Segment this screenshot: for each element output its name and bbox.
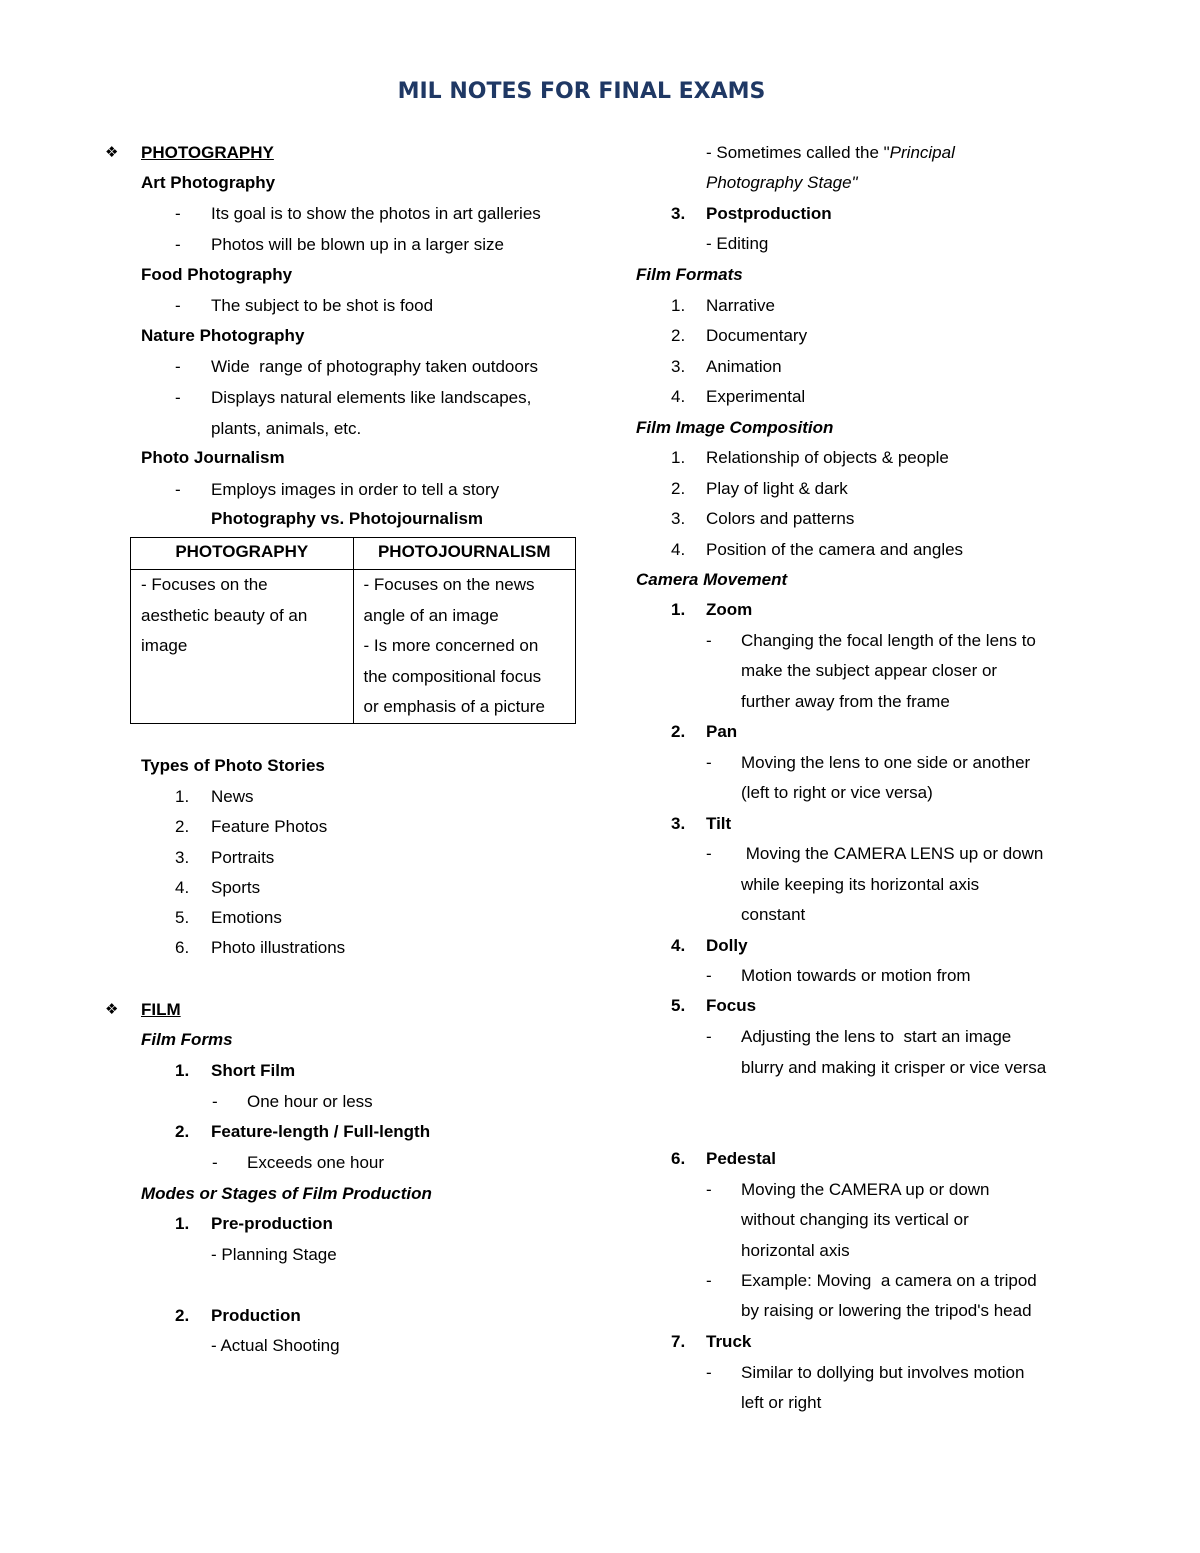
nature-item: Wide range of photography taken outdoors [211,357,538,376]
list-number: 3. [671,814,686,833]
table-header-photography: PHOTOGRAPHY [131,538,354,570]
photo-stories-heading: Types of Photo Stories [141,756,325,775]
list-item: Sports [211,878,261,897]
dash-bullet: - [706,753,712,772]
list-number: 1. [671,296,686,315]
dash-bullet: - [706,631,712,650]
movement-focus: Focus [706,996,757,1015]
table-cell-photojournalism [353,570,576,724]
list-number: 1. [175,1061,190,1080]
cell-line: - Focuses on the [141,575,268,594]
cell-line: or emphasis of a picture [363,697,545,716]
list-number: 1. [671,448,686,467]
dash-bullet: - [175,296,181,315]
movement-detail: without changing its vertical or [741,1210,969,1229]
list-item: Narrative [706,296,775,315]
film-formats-heading: Film Formats [636,265,743,284]
mode-postproduction: Postproduction [706,204,832,223]
list-item: Emotions [211,908,282,927]
modes-heading: Modes or Stages of Film Production [141,1184,432,1203]
diamond-bullet-icon: ❖ [105,1001,119,1018]
list-number: 2. [175,1122,190,1141]
comparison-table [130,537,576,724]
art-item: Photos will be blown up in a larger size [211,235,504,254]
dash-bullet: - [175,480,181,499]
list-number: 6. [671,1149,686,1168]
film-form-short: Short Film [211,1061,296,1080]
dash-bullet: - [175,235,181,254]
cell-line: - Is more concerned on [363,636,539,655]
photo-journalism-heading: Photo Journalism [141,448,285,467]
diamond-bullet-icon: ❖ [105,144,119,161]
film-form-detail: Exceeds one hour [247,1153,385,1172]
dash-bullet: - [175,204,181,223]
dash-bullet: - [706,1363,712,1382]
list-item: Photo illustrations [211,938,346,957]
dash-bullet: - [706,966,712,985]
movement-detail: by raising or lowering the tripod's head [741,1301,1032,1320]
list-number: 2. [671,479,686,498]
mode-detail: - Editing [706,234,769,253]
list-number: 5. [175,908,190,927]
list-item: Position of the camera and angles [706,540,964,559]
list-item: Documentary [706,326,808,345]
table-caption: Photography vs. Photojournalism [211,509,484,528]
dash-bullet: - [706,844,712,863]
mode-detail: - Planning Stage [211,1245,337,1264]
table-header-photojournalism: PHOTOJOURNALISM [353,538,576,570]
cell-line: angle of an image [363,605,499,625]
mode-preproduction: Pre-production [211,1214,333,1233]
movement-detail: while keeping its horizontal axis [741,875,980,894]
list-number: 6. [175,938,190,957]
table-cell-photography [131,570,354,724]
list-number: 3. [175,848,190,867]
list-number: 4. [175,878,190,897]
movement-zoom: Zoom [706,600,753,619]
mode-production: Production [211,1306,301,1325]
list-number: 4. [671,387,686,406]
movement-detail: make the subject appear closer or [741,661,998,680]
list-number: 3. [671,509,686,528]
list-item: Animation [706,357,782,376]
cell-line: - Focuses on the news [363,575,535,594]
page-title: MIL NOTES FOR FINAL EXAMS [397,79,766,104]
list-number: 4. [671,936,686,955]
movement-detail: further away from the frame [741,692,950,711]
table-row [131,570,576,724]
list-number: 4. [671,540,686,559]
principal-note [706,143,955,163]
principal-note-continued: Photography Stage" [706,173,858,192]
journalism-item: Employs images in order to tell a story [211,480,500,499]
dash-bullet: - [175,388,181,407]
list-item: News [211,787,254,806]
movement-pan: Pan [706,722,738,741]
list-item: Relationship of objects & people [706,448,949,467]
list-number: 3. [671,204,686,223]
movement-pedestal: Pedestal [706,1149,776,1168]
dash-bullet: - [212,1153,218,1172]
film-forms-heading: Film Forms [141,1030,233,1049]
composition-heading: Film Image Composition [636,418,834,437]
movement-truck: Truck [706,1332,752,1351]
movement-detail: blurry and making it crisper or vice versa [741,1058,1047,1077]
principal-prefix: - Sometimes called the " [706,143,890,162]
dash-bullet: - [706,1271,712,1290]
movement-detail: left or right [741,1393,822,1412]
cell-line: the compositional focus [363,666,542,686]
movement-detail: Adjusting the lens to start an image [741,1027,1012,1046]
list-number: 3. [671,357,686,376]
cell-line: image [141,636,188,655]
nature-item-continued: plants, animals, etc. [211,419,362,438]
art-photography-heading: Art Photography [141,173,276,192]
list-number: 1. [671,600,686,619]
dash-bullet: - [175,357,181,376]
list-item: Portraits [211,848,275,867]
film-form-detail: One hour or less [247,1092,373,1111]
principal-italic: Principal [889,143,955,162]
camera-movement-heading: Camera Movement [636,570,788,589]
movement-detail: (left to right or vice versa) [741,783,933,802]
movement-detail: constant [741,905,806,924]
movement-detail: Moving the lens to one side or another [741,753,1031,772]
cell-line: aesthetic beauty of an [141,605,308,625]
movement-detail: Example: Moving a camera on a tripod [741,1271,1037,1290]
list-number: 7. [671,1332,686,1351]
food-photography-heading: Food Photography [141,265,293,284]
list-item: Feature Photos [211,817,328,836]
movement-detail: Moving the CAMERA up or down [741,1180,990,1199]
list-number: 2. [671,722,686,741]
list-number: 1. [175,787,190,806]
movement-tilt: Tilt [706,814,732,833]
nature-photography-heading: Nature Photography [141,326,305,345]
dash-bullet: - [212,1092,218,1111]
film-form-feature: Feature-length / Full-length [211,1122,431,1141]
list-item: Colors and patterns [706,509,855,528]
dash-bullet: - [706,1180,712,1199]
list-number: 1. [175,1214,190,1233]
movement-dolly: Dolly [706,936,748,955]
art-item: Its goal is to show the photos in art galleries [211,204,541,223]
table-header-row [131,538,576,570]
list-number: 2. [175,817,190,836]
list-number: 2. [671,326,686,345]
photography-heading: PHOTOGRAPHY [141,143,274,162]
list-number: 5. [671,996,686,1015]
list-number: 2. [175,1306,190,1325]
list-item: Experimental [706,387,806,406]
movement-detail: Changing the focal length of the lens to [741,631,1036,650]
list-item: Play of light & dark [706,479,848,498]
nature-item: Displays natural elements like landscapes, [211,388,532,407]
film-heading: FILM [141,1000,181,1019]
movement-detail: Moving the CAMERA LENS up or down [741,844,1044,863]
movement-detail: horizontal axis [741,1241,850,1260]
movement-detail: Motion towards or motion from [741,966,971,985]
movement-detail: Similar to dollying but involves motion [741,1363,1025,1382]
mode-detail: - Actual Shooting [211,1336,340,1355]
dash-bullet: - [706,1027,712,1046]
food-item: The subject to be shot is food [211,296,434,315]
